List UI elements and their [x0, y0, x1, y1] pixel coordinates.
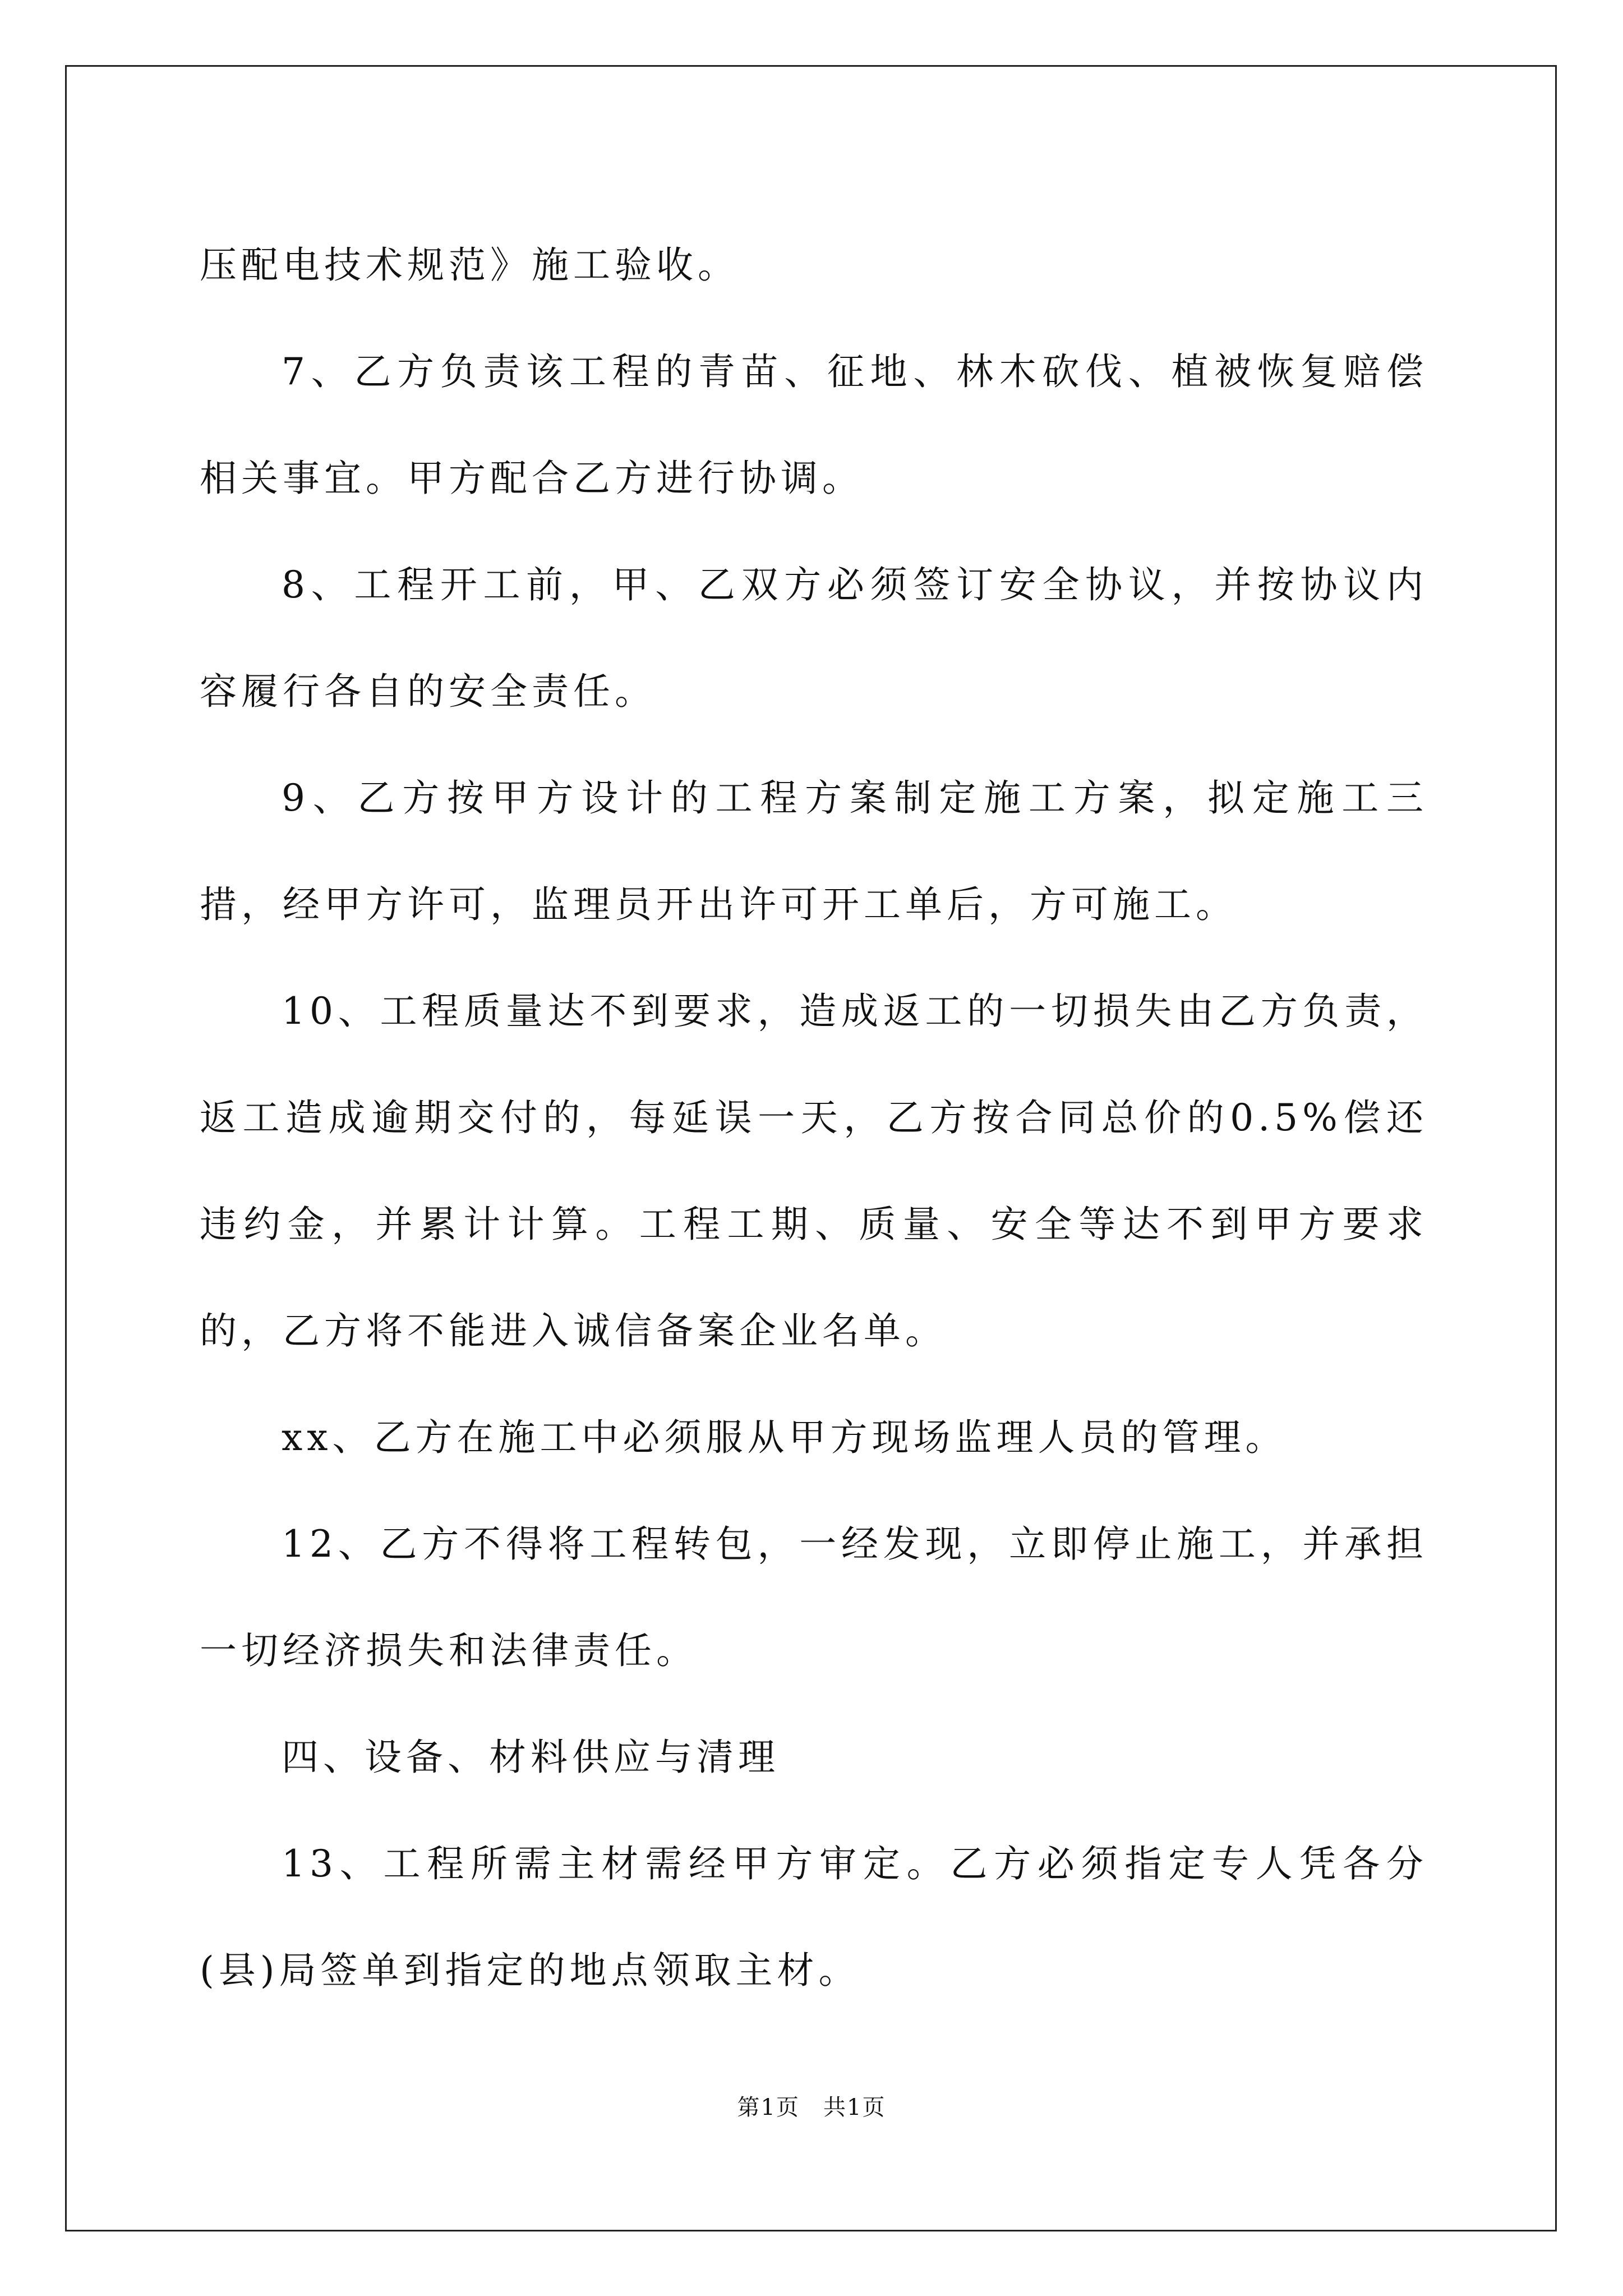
- paragraph-3: 8、工程开工前，甲、乙双方必须签订安全协议，并按协议内容履行各自的安全责任。: [200, 563, 1428, 713]
- paragraph-4: 9、乙方按甲方设计的工程方案制定施工方案，拟定施工三措，经甲方许可，监理员开出许可开工单后，方可施工。: [200, 776, 1428, 926]
- paragraph-1: 压配电技术规范》施工验收。: [200, 243, 739, 287]
- paragraph-7: 12、乙方不得将工程转包，一经发现，立即停止施工，并承担一切经济损失和法律责任。: [200, 1522, 1428, 1672]
- page-number-footer: 第1页 共1页: [737, 2095, 886, 2120]
- paragraph-2: 7、乙方负责该工程的青苗、征地、林木砍伐、植被恢复赔偿相关事宜。甲方配合乙方进行协调。: [200, 350, 1428, 500]
- paragraph-5: 10、工程质量达不到要求，造成返工的一切损失由乙方负责，返工造成逾期交付的，每延误一天，乙方按合同总价的0.5%偿还违约金，并累计计算。工程工期、质量、安全等达不到甲方要求的，乙方将不能进入诚信备案企业名单。: [200, 990, 1428, 1352]
- paragraph-6: xx、乙方在施工中必须服从甲方现场监理人员的管理。: [282, 1416, 1287, 1459]
- document-body: [200, 212, 1428, 2024]
- paragraph-9: 13、工程所需主材需经甲方审定。乙方必须指定专人凭各分(县)局签单到指定的地点领取主材。: [200, 1842, 1428, 1992]
- section-heading: 四、设备、材料供应与清理: [282, 1736, 780, 1779]
